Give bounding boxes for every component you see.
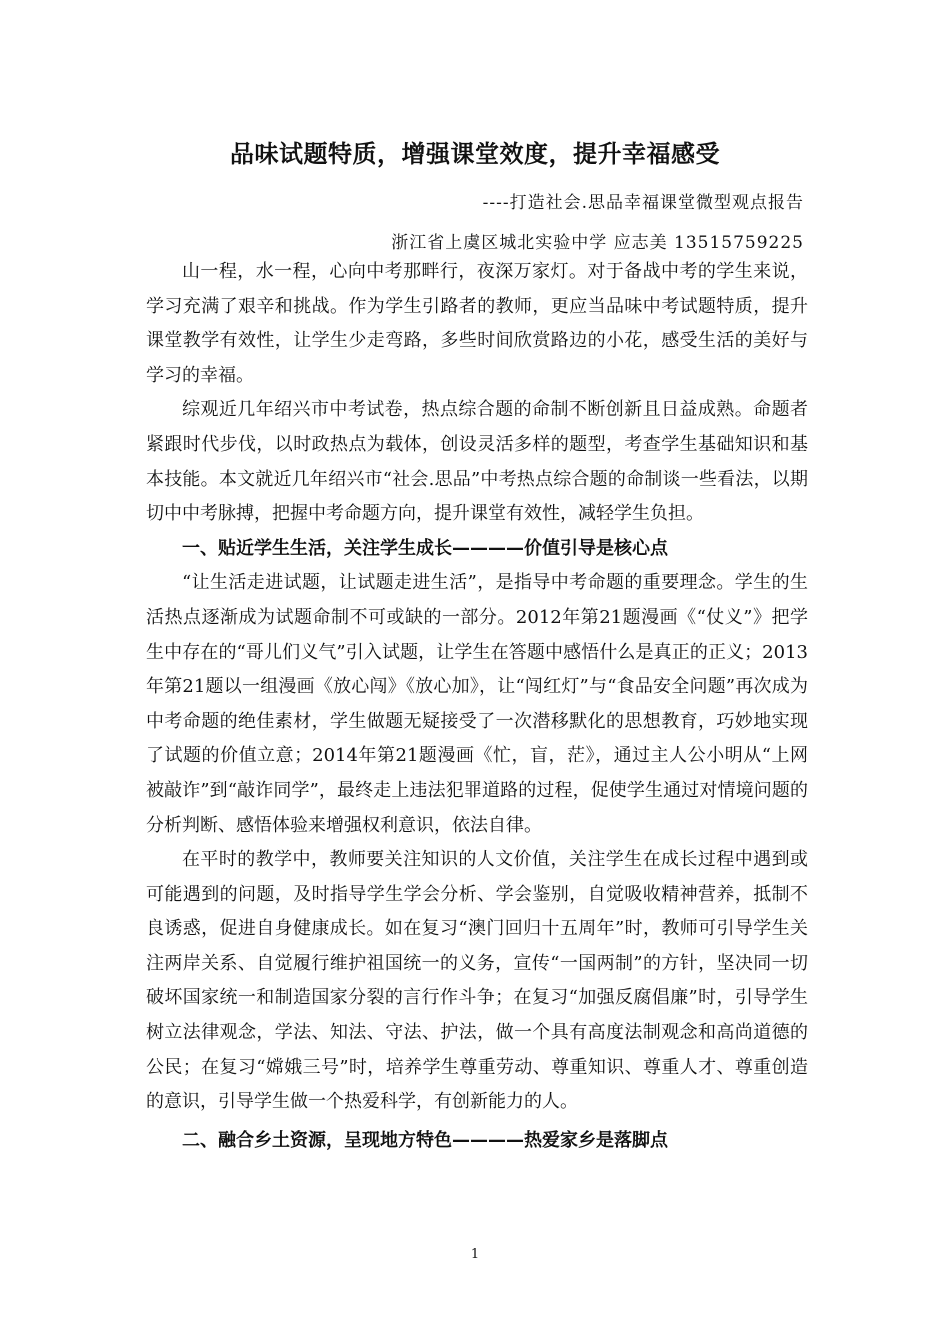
section-heading-1: 一、贴近学生生活，关注学生成长————价值引导是核心点 <box>182 537 668 559</box>
document-subtitle: ----打造社会.思品幸福课堂微型观点报告 <box>482 193 804 213</box>
paragraph-intro: 山一程，水一程，心向中考那畔行，夜深万家灯。对于备战中考的学生来说，学习充满了艰辛和挑战。作为学生引路者的教师，更应当品味中考试题特质，提升课堂教学有效性，让学生少走弯路，多些时间欣赏路边的小花，感受生活的美好与学习的幸福。 <box>146 261 808 386</box>
section-heading-2: 二、融合乡土资源，呈现地方特色————热爱家乡是落脚点 <box>182 1129 668 1151</box>
author-line: 浙江省上虞区城北实验中学 应志美 13515759225 <box>391 233 804 253</box>
paragraph-section1-b: 在平时的教学中，教师要关注知识的人文价值，关注学生在成长过程中遇到或可能遇到的问题，及时指导学生学会分析、学会鉴别，自觉吸收精神营养，抵制不良诱惑，促进自身健康成长。如在复习“澳门回归十五周年”时，教师可引导学生关注两岸关系、自觉履行维护祖国统一的义务，宣传“一国两制”的方针，坚决同一切破坏国家统一和制造国家分裂的言行作斗争；在复习“加强反腐倡廉”时，引导学生树立法律观念，学法、知法、守法、护法，做一个具有高度法制观念和高尚道德的公民；在复习“嫦娥三号”时，培养学生尊重劳动、尊重知识、尊重人才、尊重创造的意识，引导学生做一个热爱科学，有创新能力的人。 <box>146 849 808 1113</box>
page-number: 1 <box>470 1247 480 1262</box>
paragraph-section1-a: “让生活走进试题，让试题走进生活”，是指导中考命题的重要理念。学生的生活热点逐渐成为试题命制不可或缺的一部分。2012年第21题漫画《“仗义”》把学生中存在的“哥儿们义气”引入试题，让学生在答题中感悟什么是真正的正义；2013年第21题以一组漫画《放心闯》《放心加》，让“闯红灯”与“食品安全问题”再次成为中考命题的绝佳素材，学生做题无疑接受了一次潜移默化的思想教育，巧妙地实现了试题的价值立意；2014年第21题漫画《忙，盲，茫》，通过主人公小明从“上网被敲诈”到“敲诈同学”，最终走上违法犯罪道路的过程，促使学生通过对情境问题的分析判断、感悟体验来增强权利意识，依法自律。 <box>146 572 808 836</box>
document-body <box>146 255 808 1158</box>
document-title: 品味试题特质，增强课堂效度，提升幸福感受 <box>230 140 720 168</box>
paragraph-overview: 综观近几年绍兴市中考试卷，热点综合题的命制不断创新且日益成熟。命题者紧跟时代步伐，以时政热点为载体，创设灵活多样的题型，考查学生基础知识和基本技能。本文就近几年绍兴市“社会.思品”中考热点综合题的命制谈一些看法，以期切中中考脉搏，把握中考命题方向，提升课堂有效性，减轻学生负担。 <box>146 399 808 525</box>
